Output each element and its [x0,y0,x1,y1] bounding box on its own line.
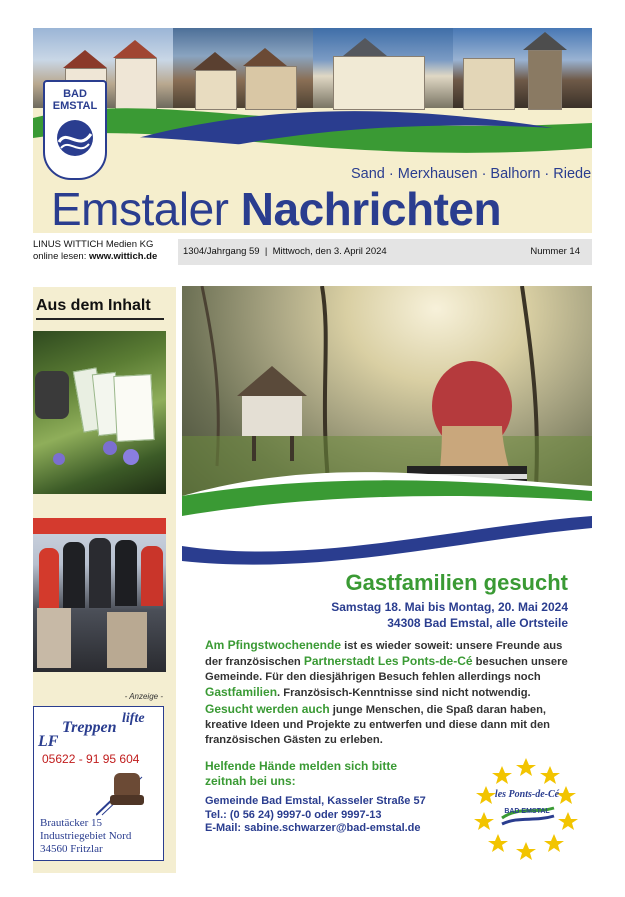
title-bold: Nachrichten [240,183,502,233]
helper-call: Helfende Hände melden sich bitte zeitnah bei uns: [205,759,398,788]
issue-line: 1304/Jahrgang 59 | Mittwoch, den 3. April 2024 [183,246,387,257]
issue-number: Nummer 14 [530,246,580,257]
ad-address-line: Industriegebiet Nord [40,830,132,842]
text: junge Menschen, die Spaß daran haben, kreative Ideen und Projekte zu entwerfen und diese dann mit den französischen Gästen zu erleben. [205,704,551,746]
highlight: Gastfamilien [205,685,278,699]
article-paragraph-2 [205,702,575,748]
ad-label: - Anzeige - [124,692,163,701]
highlight: Partnerstadt Les Ponts-de-Cé [303,654,473,668]
logo-line-1: BAD [63,88,87,100]
article-date: Samstag 18. Mai bis Montag, 20. Mai 2024 [331,600,568,614]
text: . Französisch-Kenntnisse sind nicht notwendig. [277,687,531,699]
masthead-wave [33,78,592,178]
contact-address: Gemeinde Bad Emstal, Kasseler Straße 57 [205,795,426,807]
publisher-name: LINUS WITTICH Medien KG [33,239,154,250]
highlight: Gesucht werden auch [205,702,330,716]
logo-line-2: EMSTAL [52,100,98,112]
partner-logo-text: les Ponts-de-Cé [494,789,560,800]
online-url-link[interactable]: www.wittich.de [89,251,158,262]
contact-email[interactable]: E-Mail: sabine.schwarzer@bad-emstal.de [205,822,421,834]
newspaper-title [51,182,501,233]
ad-address [40,817,131,856]
text: besuchen unsere Gemeinde. Für den diesjährigen Besuch fehlen allerdings noch [205,656,568,683]
publisher-info [33,239,157,263]
toc-title: Aus dem Inhalt [36,297,164,320]
article-place: 34308 Bad Emstal, alle Ortsteile [387,616,568,630]
text: ist es wieder soweit: unsere Freunde aus der französischen [205,640,563,668]
contact-phone[interactable]: Tel.: (0 56 24) 9997-0 oder 9997-13 [205,808,382,821]
bad-emstal-logo [43,80,107,180]
article-headline: Gastfamilien gesucht [345,570,568,595]
hero-wave [182,436,592,568]
hero-image [182,286,592,568]
online-prefix: online lesen: [33,251,87,262]
ad-phone: 05622 - 91 95 604 [42,752,140,766]
highlight: Am Pfingstwochenende [205,638,342,652]
stairlift-chair-icon [96,767,156,817]
sidebar-photo-flowers-brochures[interactable] [33,331,166,494]
ad-brand-treppen: Treppen [62,719,117,736]
masthead [33,28,592,233]
issue-bar [178,239,592,265]
treppenlifte-ad[interactable] [33,706,164,861]
contact-block [205,795,465,836]
article-paragraph-1 [205,638,575,701]
ad-address-line: Brautäcker 15 [40,817,102,829]
districts-line: Sand · Merxhausen · Balhorn · Riede [351,166,592,182]
logo-wave-icon [53,118,97,158]
partner-logo-sub: BAD EMSTAL [504,808,550,815]
ad-brand-lifte: lifte [122,711,145,726]
ad-address-line: 34560 Fritzlar [40,843,103,855]
ad-brand-lf: LF [38,733,59,750]
title-light: Emstaler [51,183,229,233]
online-line [33,251,157,263]
sidebar-photo-handball-team[interactable] [33,518,166,672]
